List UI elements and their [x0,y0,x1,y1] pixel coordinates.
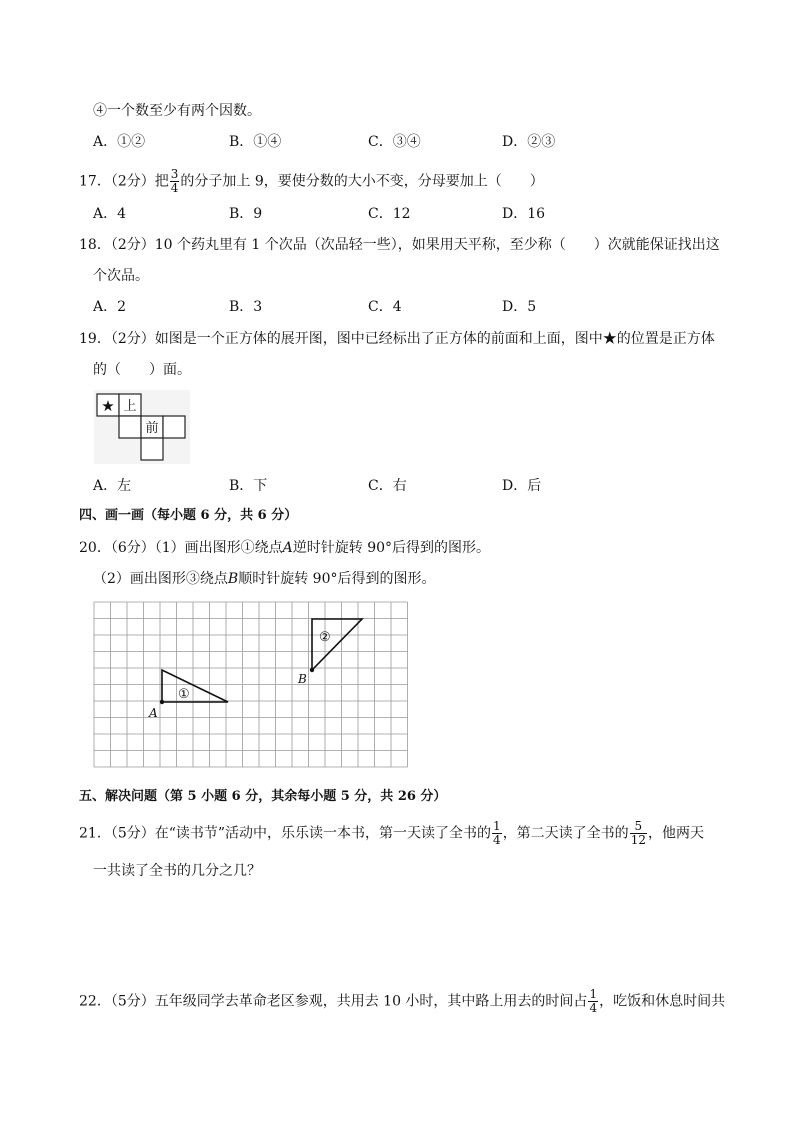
q18-option-d: D．5 [502,299,537,315]
q21-fraction-2: $\frac{5}{12}$ [630,819,646,847]
square-grid [94,602,408,767]
q18-question-line1: 18．（2分）10 个药丸里有 1 个次品（次品轻一些），如果用天平称，至少称（ ）次就能保证找出这 [79,237,720,253]
shape-2-label: ② [319,630,331,645]
q20-question-line2: （2）画出图形③绕点B顺时针旋转 90°后得到的图形。 [93,571,436,587]
shape-1-label: ① [178,687,190,702]
point-a-dot [160,700,164,704]
q17-fraction: $\frac{3}{4}$ [170,167,179,195]
point-b-label: B [298,672,307,686]
q20-question-line1: 20．（6分）（1）画出图形①绕点A逆时针旋转 90°后得到的图形。 [79,540,491,556]
q22-question-line1: 22．（5分）五年级同学去革命老区参观，共用去 10 小时，其中路上用去的时间占 $\frac{1}{4}$ ，吃饭和休息时间共 [79,987,726,1015]
q19-option-a: A．左 [93,478,132,494]
net-cell-right-of-front [163,416,185,438]
net-cell-bottom [141,438,163,460]
q16-option-d: D．②③ [502,134,556,150]
cube-net-figure [94,390,190,464]
q18-question-line2: 个次品。 [93,268,149,284]
net-cell-left-of-front [119,416,141,438]
q16-statement-4: ④一个数至少有两个因数。 [93,103,261,119]
q16-option-b: B．①④ [229,134,282,150]
q17-option-d: D．16 [502,206,546,222]
q19-question-line1: 19．（2分）如图是一个正方体的展开图，图中已经标出了正方体的前面和上面，图中★的位置是正方体 [79,331,715,347]
q19-question-line2: 的（ ）面。 [93,362,191,378]
q17-question: 17．（2分）把 $\frac{3}{4}$ 的分子加上 9，要使分数的大小不变，分母要加上（ ） [79,167,544,195]
q17-option-c: C．12 [368,206,411,222]
point-a-label: A [149,706,158,720]
q16-option-a: A．①② [93,134,146,150]
q21-fraction-1: $\frac{1}{4}$ [493,819,501,847]
q21-question-line1: 21．（5分）在“读书节”活动中，乐乐读一本书，第一天读了全书的 $\frac{1}{4}$ ，第二天读了全书的 $\frac{5}{12}$ ，他两天 [79,819,704,847]
star-marker: ★ [101,397,115,415]
q17-option-b: B．9 [229,206,263,222]
top-face-label: 上 [123,399,137,414]
section-5-heading: 五、解决问题（第 5 小题 6 分，其余每小题 5 分，共 26 分） [79,789,447,804]
point-b-dot [310,668,314,672]
q16-option-c: C．③④ [368,134,421,150]
section-4-heading: 四、画一画（每小题 6 分，共 6 分） [79,508,298,523]
q21-question-line2: 一共读了全书的几分之几？ [93,863,261,879]
q18-option-a: A．2 [93,299,127,315]
rotation-grid-figure [90,597,420,773]
q17-option-a: A．4 [93,206,127,222]
shape-1-triangle [162,670,228,702]
q19-option-d: D．后 [502,478,542,494]
q22-fraction: $\frac{1}{4}$ [589,987,598,1015]
q19-option-b: B．下 [229,478,268,494]
q18-option-c: C．4 [368,299,402,315]
q18-option-b: B．3 [229,299,263,315]
q19-option-c: C．右 [368,478,407,494]
front-face-label: 前 [145,421,159,436]
